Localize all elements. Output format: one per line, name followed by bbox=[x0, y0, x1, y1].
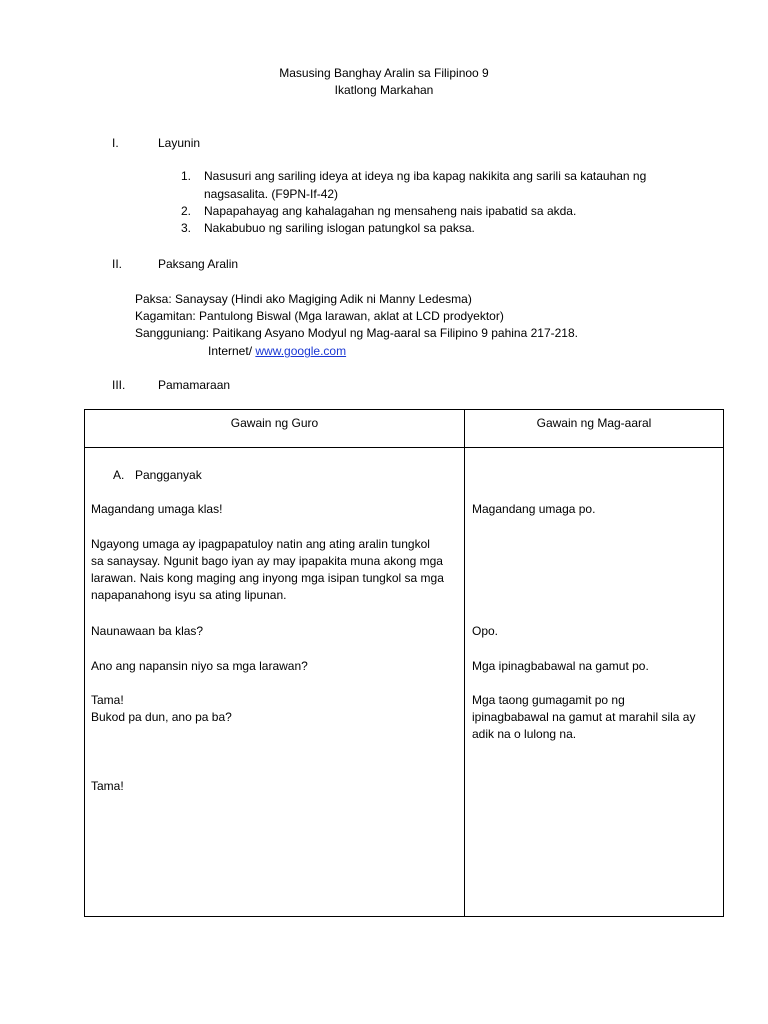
teacher-intro-line: napapanahong isyu sa ating lipunan. bbox=[91, 588, 287, 602]
column-header-teacher: Gawain ng Guro bbox=[85, 410, 465, 448]
section-heading-paksang-aralin: Paksang Aralin bbox=[158, 257, 239, 271]
objective-number: 3. bbox=[181, 221, 192, 235]
teacher-praise: Tama! bbox=[91, 779, 124, 793]
internet-label bbox=[208, 343, 346, 360]
student-greeting: Magandang umaga po. bbox=[472, 502, 596, 516]
section-numeral-3: III. bbox=[112, 378, 126, 392]
student-answer: Mga taong gumagamit po ng bbox=[472, 693, 625, 707]
column-header-student: Gawain ng Mag-aaral bbox=[465, 410, 724, 448]
student-answer: Opo. bbox=[472, 624, 499, 638]
objective-number: 1. bbox=[181, 169, 192, 183]
subject-sanggunian: Sangguniang: Paitikang Asyano Modyul ng Mag-aaral sa Filipino 9 pahina 217-218. bbox=[135, 326, 578, 340]
student-answer-cont: ipinagbabawal na gamut at marahil sila ay bbox=[472, 710, 696, 724]
student-activity-cell bbox=[465, 448, 724, 917]
teacher-question: Naunawaan ba klas? bbox=[91, 624, 204, 638]
student-answer: Mga ipinagbabawal na gamut po. bbox=[472, 659, 649, 673]
objective-text: Nakabubuo ng sariling islogan patungkol sa paksa. bbox=[204, 221, 475, 235]
objective-number: 2. bbox=[181, 204, 192, 218]
teacher-intro-line: Ngayong umaga ay ipagpapatuloy natin ang ating aralin tungkol bbox=[91, 537, 430, 551]
teacher-intro-line: larawan. Nais kong maging ang inyong mga isipan tungkol sa mga bbox=[91, 571, 444, 585]
lesson-procedure-table bbox=[84, 409, 724, 917]
student-answer-cont: adik na o lulong na. bbox=[472, 727, 577, 741]
teacher-greeting: Magandang umaga klas! bbox=[91, 502, 223, 516]
subject-paksa: Paksa: Sanaysay (Hindi ako Magiging Adik ni Manny Ledesma) bbox=[135, 292, 472, 306]
section-numeral-1: I. bbox=[112, 136, 119, 150]
objective-text-cont: nagsasalita. (F9PN-If-42) bbox=[204, 187, 339, 201]
objective-text: Nasusuri ang sariling ideya at ideya ng iba kapag nakikita ang sarili sa katauhan ng bbox=[204, 169, 647, 183]
section-numeral-2: II. bbox=[112, 257, 123, 271]
activity-letter: A. bbox=[113, 468, 125, 482]
internet-label-text: Internet/ bbox=[208, 344, 253, 358]
teacher-activity-cell bbox=[85, 448, 465, 917]
document-subtitle: Ikatlong Markahan bbox=[334, 83, 434, 97]
objective-text: Napapahayag ang kahalagahan ng mensaheng nais ipabatid sa akda. bbox=[204, 204, 577, 218]
document-title: Masusing Banghay Aralin sa Filipinoo 9 bbox=[279, 66, 489, 80]
section-heading-pamamaraan: Pamamaraan bbox=[158, 378, 231, 392]
section-heading-layunin: Layunin bbox=[158, 136, 201, 150]
teacher-question: Bukod pa dun, ano pa ba? bbox=[91, 710, 232, 724]
activity-name: Pangganyak bbox=[135, 468, 202, 482]
teacher-praise: Tama! bbox=[91, 693, 124, 707]
teacher-question: Ano ang napansin niyo sa mga larawan? bbox=[91, 659, 308, 673]
subject-kagamitan: Kagamitan: Pantulong Biswal (Mga larawan, aklat at LCD prodyektor) bbox=[135, 309, 504, 323]
teacher-intro-line: sa sanaysay. Ngunit bago iyan ay may ipapakita muna akong mga bbox=[91, 554, 443, 568]
google-link[interactable]: www.google.com bbox=[255, 344, 347, 358]
